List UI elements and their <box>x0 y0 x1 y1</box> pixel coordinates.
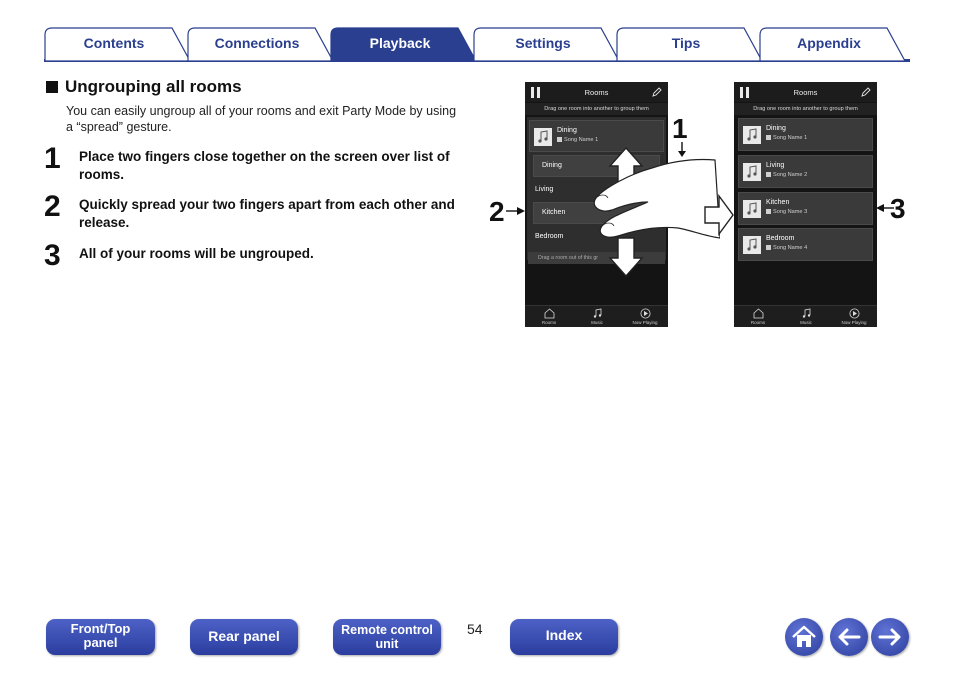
room-name: Dining <box>542 162 562 169</box>
song-name: Song Name 4 <box>766 245 807 251</box>
footer-now-playing[interactable]: Now Playing <box>834 308 874 325</box>
tab-contents-label: Contents <box>83 35 145 51</box>
step-text: Quickly spread your two fingers apart from each other and release. <box>79 197 455 230</box>
play-circle-icon <box>640 308 651 319</box>
step-text: Place two fingers close together on the screen over list of rooms. <box>79 149 450 182</box>
tab-tips-label: Tips <box>671 35 701 51</box>
rooms-house-icon <box>753 308 764 319</box>
home-button[interactable] <box>785 618 823 656</box>
edit-pencil-icon[interactable] <box>861 87 871 97</box>
app-title: Rooms <box>793 88 818 97</box>
tab-settings-label: Settings <box>515 35 571 51</box>
tab-playback-label: Playback <box>369 35 431 51</box>
room-item[interactable] <box>738 155 873 188</box>
app-footer <box>734 305 877 327</box>
tab-connections[interactable] <box>187 27 335 61</box>
room-name: Bedroom <box>766 235 795 242</box>
tab-tips[interactable] <box>616 27 764 61</box>
grouping-hint: Drag one room into another to group them <box>525 103 668 115</box>
heading-square-icon <box>46 81 58 93</box>
rooms-house-icon <box>544 308 555 319</box>
song-name: Song Name 2 <box>766 172 807 178</box>
music-icon <box>592 308 603 319</box>
footer-music[interactable]: Music <box>577 308 617 325</box>
intro-paragraph: You can easily ungroup all of your rooms and exit Party Mode by using a “spread” gesture. <box>66 104 457 134</box>
step-number: 2 <box>44 190 61 223</box>
music-note-icon <box>534 128 552 146</box>
callout-3: 3 <box>890 193 906 224</box>
music-icon <box>801 308 812 319</box>
button-label-line2: unit <box>375 637 399 651</box>
section-title-text: Ungrouping all rooms <box>65 77 242 96</box>
section-heading <box>46 77 242 97</box>
callout-1: 1 <box>672 113 688 144</box>
transition-right-arrow-icon <box>704 194 734 236</box>
step-number: 1 <box>44 142 61 175</box>
step-number: 3 <box>44 239 61 272</box>
music-note-icon <box>743 163 761 181</box>
footer-rooms[interactable]: Rooms <box>738 308 778 325</box>
footer-now-playing[interactable]: Now Playing <box>625 308 665 325</box>
arrow-right-icon <box>871 618 909 656</box>
front-top-panel-button[interactable] <box>46 619 155 655</box>
button-label-line2: panel <box>83 635 118 650</box>
remote-control-unit-button[interactable] <box>333 619 441 655</box>
song-name: Song Name 1 <box>557 137 598 143</box>
room-item[interactable] <box>738 192 873 225</box>
button-label: Index <box>545 627 583 643</box>
footer-music[interactable]: Music <box>786 308 826 325</box>
room-name: Bedroom <box>535 233 564 240</box>
grouping-hint: Drag one room into another to group them <box>734 103 877 115</box>
room-name: Dining <box>557 127 577 134</box>
room-name: Living <box>535 186 554 193</box>
music-note-icon <box>743 236 761 254</box>
room-item[interactable] <box>738 118 873 151</box>
callout-2-arrow-icon <box>506 205 526 217</box>
index-button[interactable] <box>510 619 618 655</box>
forward-button[interactable] <box>871 618 909 656</box>
tab-playback[interactable] <box>330 27 478 61</box>
app-header <box>734 82 877 102</box>
tab-appendix[interactable] <box>759 27 907 61</box>
music-note-icon <box>743 200 761 218</box>
tab-contents[interactable] <box>44 27 192 61</box>
room-name: Living <box>766 162 785 169</box>
tab-connections-label: Connections <box>214 35 300 51</box>
app-header <box>525 82 668 102</box>
phone-screen-ungrouped <box>734 82 877 327</box>
edit-pencil-icon[interactable] <box>652 87 662 97</box>
step-text: All of your rooms will be ungrouped. <box>79 246 314 261</box>
ungroup-drop-bar: Drag a room out of this gr <box>528 252 665 264</box>
tab-appendix-label: Appendix <box>797 35 861 51</box>
button-label-line1: Remote control <box>341 623 433 637</box>
callout-1-arrow-icon <box>677 142 687 158</box>
callout-2: 2 <box>489 196 505 227</box>
room-name: Kitchen <box>766 199 790 206</box>
app-footer <box>525 305 668 327</box>
song-name: Song Name 3 <box>766 209 807 215</box>
spread-gesture-hand-illustration <box>560 140 720 280</box>
app-title: Rooms <box>584 88 609 97</box>
room-name: Dining <box>766 125 786 132</box>
tab-settings[interactable] <box>473 27 621 61</box>
rear-panel-button[interactable] <box>190 619 298 655</box>
button-label-line1: Front/Top <box>70 621 131 636</box>
song-name: Song Name 1 <box>766 135 807 141</box>
home-icon <box>785 618 823 656</box>
arrow-left-icon <box>830 618 868 656</box>
back-button[interactable] <box>830 618 868 656</box>
button-label: Rear panel <box>208 628 280 644</box>
footer-rooms[interactable]: Rooms <box>529 308 569 325</box>
room-item[interactable] <box>738 228 873 261</box>
play-circle-icon <box>849 308 860 319</box>
top-tab-bar <box>44 27 910 62</box>
page-number: 54 <box>467 621 483 637</box>
music-note-icon <box>743 126 761 144</box>
room-name: Kitchen <box>542 209 566 216</box>
